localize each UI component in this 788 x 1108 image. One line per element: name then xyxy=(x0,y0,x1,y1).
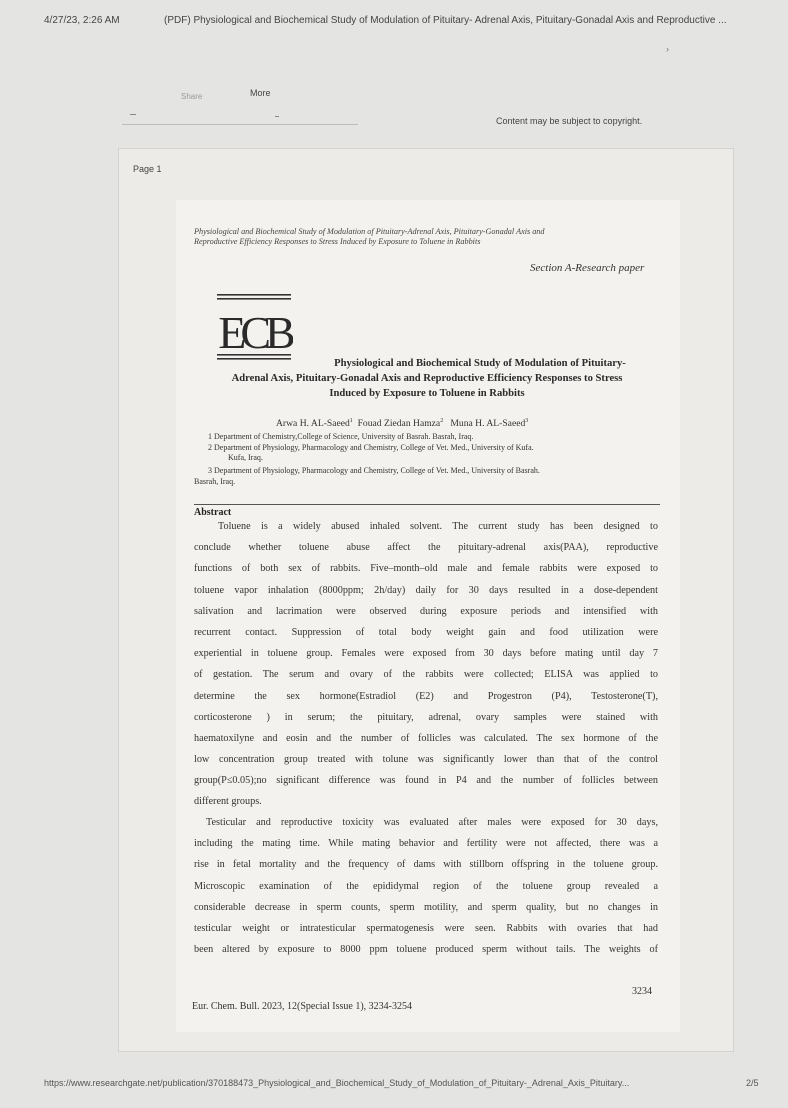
affiliation: 3 Department of Physiology, Pharmacology and Chemistry, College of Vet. Med., University of Basrah. xyxy=(208,466,540,475)
journal-citation: Eur. Chem. Bull. 2023, 12(Special Issue 1), 3234-3254 xyxy=(192,1001,412,1012)
text-line: rise in fetal mortality and the frequency of dams with stillborn offspring in the toluene group. xyxy=(194,859,658,871)
toolbar-divider xyxy=(122,124,358,125)
header-divider xyxy=(194,504,660,505)
text-line: functions of both sex of rabbits. Five–month–old male and female rabbits were exposed to xyxy=(194,563,658,575)
toolbar-mark xyxy=(275,116,279,117)
toolbar-mark xyxy=(130,114,136,115)
author-name: Fouad Ziedan Hamza xyxy=(357,418,441,430)
journal-logo xyxy=(215,292,293,364)
text-line: toluene vapor inhalation (8000ppm; 2h/day) daily for 30 days resulted in a dose-dependent xyxy=(194,584,658,596)
title-line: Induced by Exposure to Toluene in Rabbits xyxy=(329,388,525,399)
text-line: determine the sex hormone(Estradiol (E2) and Progestron (P4), Testosterone(T), xyxy=(194,690,658,702)
text-line: including the mating time. While mating behavior and fertility were not affected, there was a xyxy=(194,838,658,850)
affiliation: Kufa, Iraq. xyxy=(228,453,263,462)
text-line: Toluene is a widely abused inhaled solvent. The current study has been designed to xyxy=(218,521,658,532)
text-line: group(P≤0.05);no significant difference was found in P4 and the number of follicles between xyxy=(194,775,658,787)
author-name: Muna H. AL-Saeed xyxy=(450,418,526,430)
text-line: salivation and lacrimation were observed during exposure periods and intensified with xyxy=(194,605,658,617)
caret-icon: › xyxy=(666,44,669,54)
text-line: experiential in toluene group. Females were exposed from 30 days before mating until day 7 xyxy=(194,648,658,660)
text-line: considerable decrease in sperm counts, sperm motility, and sperm quality, but no changes in xyxy=(194,901,658,913)
affiliation: Basrah, Iraq. xyxy=(194,477,236,486)
footer-url: https://www.researchgate.net/publication/370188473_Physiological_and_Biochemical_Study_of_Modulation_of_Pituitary-_Adrenal_Axis_Pituitary... xyxy=(44,1078,630,1088)
text-line: conclude whether toluene abuse affect the pituitary-adrenal axis(PAA), reproductive xyxy=(194,542,658,554)
author-list xyxy=(276,418,528,429)
affiliation: 1 Department of Chemistry,College of Science, University of Basrah. Basrah, Iraq. xyxy=(208,432,474,441)
author-name: Arwa H. AL-Saeed xyxy=(276,418,350,430)
text-line: Testicular and reproductive toxicity was evaluated after males were exposed for 30 days, xyxy=(206,817,658,828)
text-line: corticosterone ) in serum; the pituitary, adrenal, ovary samples were stained with xyxy=(194,711,658,723)
abstract-heading: Abstract xyxy=(194,507,232,518)
paper-title xyxy=(192,356,662,401)
text-line: testicular weight or intratesticular spermatogenesis were seen. Rabbits with ovaries that had xyxy=(194,922,658,934)
copyright-notice: Content may be subject to copyright. xyxy=(496,116,643,126)
author-sup: 1 xyxy=(349,418,353,424)
footer-page-count: 2/5 xyxy=(746,1078,759,1088)
text-line: been altered by exposure to 8000 ppm toluene produced sperm without tails. The weights of xyxy=(194,944,658,956)
section-label: Section A-Research paper xyxy=(530,262,645,274)
author-sup: 3 xyxy=(525,418,529,424)
text-line: different groups. xyxy=(194,796,262,808)
browser-date: 4/27/23, 2:26 AM xyxy=(44,15,120,26)
share-button[interactable]: Share xyxy=(181,92,203,101)
running-title-line: Physiological and Biochemical Study of Modulation of Pituitary-Adrenal Axis, Pituitary-Gonadal Axis and xyxy=(194,227,545,236)
body-paragraph xyxy=(194,812,658,960)
text-line: low concentration group treated with tolune was significantly lower than that of the control xyxy=(194,754,658,766)
running-title-line: Reproductive Efficiency Responses to Stress Induced by Exposure to Toluene in Rabbits xyxy=(194,237,481,246)
running-title xyxy=(194,227,654,247)
affiliation: 2 Department of Physiology, Pharmacology and Chemistry, College of Vet. Med., University of Kufa. xyxy=(208,443,534,452)
title-line: Adrenal Axis, Pituitary-Gonadal Axis and Reproductive Efficiency Responses to Stress xyxy=(231,373,623,384)
logo-text: ECB xyxy=(218,307,290,358)
text-line: of gestation. The serum and ovary of the rabbits were collected; ELISA was applied to xyxy=(194,669,658,681)
text-line: haematoxilyne and eosin and the number of follicles was calculated. The sex hormone of the xyxy=(194,732,658,744)
abstract-paragraph xyxy=(194,516,658,813)
text-line: recurrent contact. Suppression of total body weight gain and food utilization were xyxy=(194,626,658,638)
title-line: Physiological and Biochemical Study of Modulation of Pituitary- xyxy=(334,358,626,369)
browser-page-title: (PDF) Physiological and Biochemical Study of Modulation of Pituitary- Adrenal Axis, Pituitary-Gonadal Axis and Reproductive ... xyxy=(164,15,727,26)
page-number: 3234 xyxy=(632,986,652,997)
author-sup: 2 xyxy=(440,418,444,424)
text-line: Microscopic examination of the epididymal region of the toluene group revealed a xyxy=(194,880,658,892)
more-button[interactable]: More xyxy=(250,88,271,98)
page-label: Page 1 xyxy=(133,164,162,174)
